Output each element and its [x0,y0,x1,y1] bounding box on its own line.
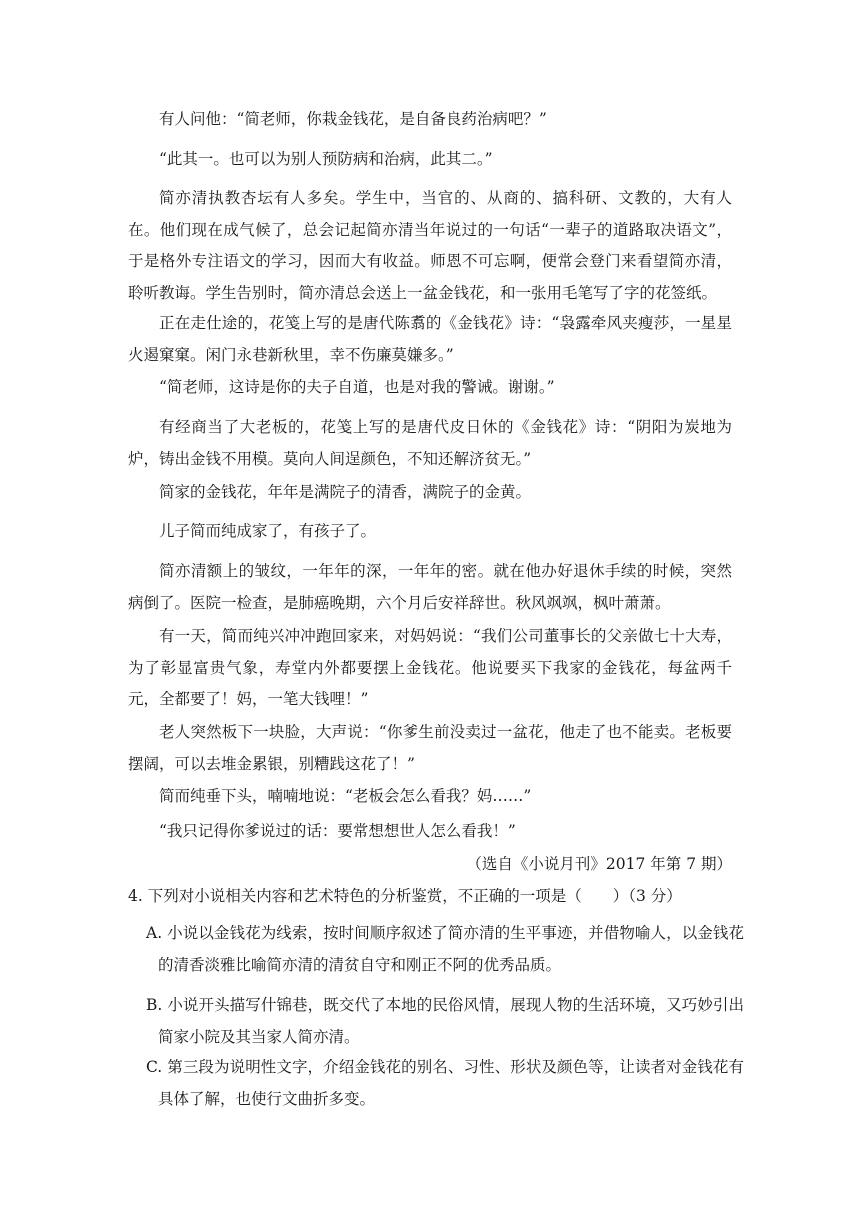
paragraph: 有人问他：“简老师，你栽金钱花，是自备良药治病吧？” [159,110,547,128]
paragraph: 简亦清额上的皱纹，一年年的深，一年年的密。就在他办好退休手续的时候，突然病倒了。医院一检查，是肺癌晚期，六个月后安祥辞世。秋风飒飒，枫叶萧萧。 [128,562,732,612]
option-c: C. 第三段为说明性文字，介绍金钱花的别名、习性、形状及颜色等，让读者对金钱花有具体了解，也使行文曲折多变。 [146,1058,744,1108]
source-citation: （选自《小说月刊》2017 年第 7 期） [466,855,732,873]
option-a: A. 小说以金钱花为线索，按时间顺序叙述了简亦清的生平事迹，并借物喻人，以金钱花的清香淡雅比喻简亦清的清贫自守和刚正不阿的优秀品质。 [146,924,744,974]
paragraph: “我只记得你爹说过的话：要常想想世人怎么看我！” [159,822,516,840]
paragraph: 简亦清执教杏坛有人多矣。学生中，当官的、从商的、搞科研、文教的，大有人在。他们现在成气候了，总会记起简亦清当年说过的一句话“一辈子的道路取决语文”，于是格外专注语文的学习，因而大有收益。师恩不可忘啊，便常会登门来看望简亦清，聆听教诲。学生告别时，简亦清总会送上一盆金钱花，和一张用毛笔写了字的花签纸。 [128,189,732,302]
paragraph: 正在走仕途的，花笺上写的是唐代陈翥的《金钱花》诗：“袅露牵风夹瘦莎，一星星火遏窠窠。闲门永巷新秋里，幸不伤廉莫嫌多。” [128,314,732,364]
paragraph: 简家的金钱花，年年是满院子的清香，满院子的金黄。 [159,483,532,501]
question-stem: 4. 下列对小说相关内容和艺术特色的分析鉴赏，不正确的一项是（ ）（3 分） [128,887,682,905]
paragraph: 儿子简而纯成家了，有孩子了。 [159,522,377,540]
paragraph: 老人突然板下一块脸，大声说：“你爹生前没卖过一盆花，他走了也不能卖。老板要摆阔，可以去堆金累银，别糟践这花了！” [128,723,732,773]
paragraph: 有一天，简而纯兴冲冲跑回家来，对妈妈说：“我们公司董事长的父亲做七十大寿，为了彰显富贵气象，寿堂内外都要摆上金钱花。他说要买下我家的金钱花，每盆两千元，全都要了！妈，一笔大钱哩！” [128,627,732,708]
paragraph: 简而纯垂下头，喃喃地说：“老板会怎么看我？妈……” [159,787,532,805]
option-b: B. 小说开头描写什锦巷，既交代了本地的民俗风情，展现人物的生活环境，又巧妙引出简家小院及其当家人简亦清。 [146,996,744,1046]
paragraph: 有经商当了大老板的，花笺上写的是唐代皮日休的《金钱花》诗：“阴阳为炭地为炉，铸出金钱不用模。莫向人间逞颜色，不知还解济贫无。” [128,418,732,468]
paragraph: “此其一。也可以为别人预防病和治病，此其二。” [159,150,493,168]
paragraph: “简老师，这诗是你的夫子自道，也是对我的警诫。谢谢。” [159,378,555,396]
